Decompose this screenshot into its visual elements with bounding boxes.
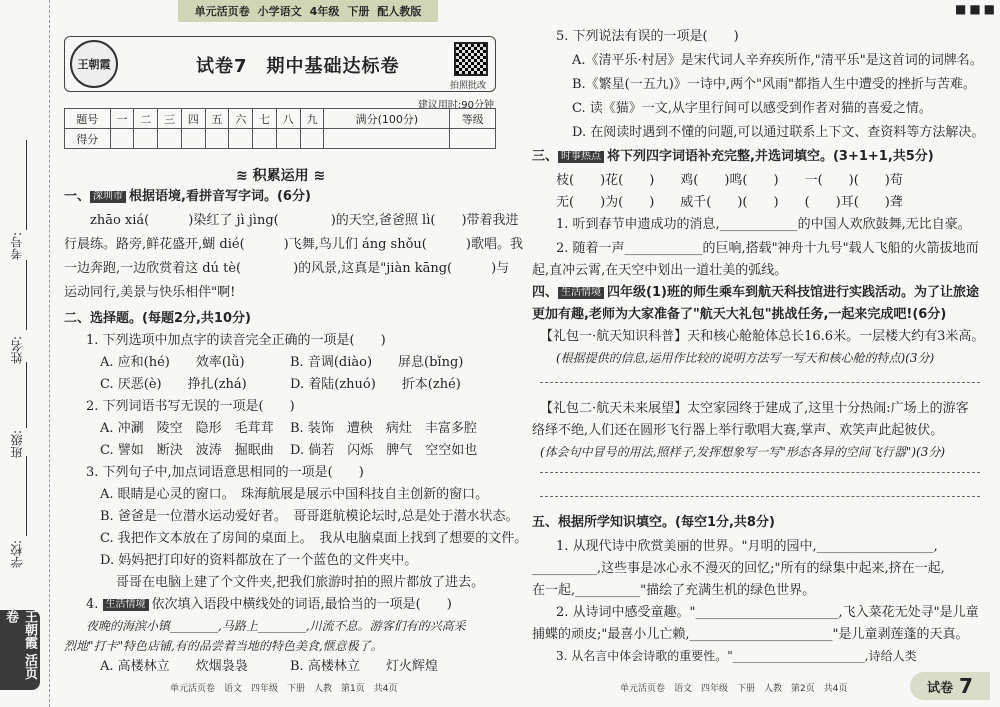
brand-logo: 王朝霞 [70, 40, 118, 88]
q1-tag: 深圳市 [90, 191, 126, 203]
score-header-cell: 五 [205, 109, 229, 129]
score-input-cell[interactable] [181, 129, 205, 149]
badge-number: 7 [959, 674, 973, 698]
binding-line [26, 362, 27, 428]
q2-4-tag: 生活情境 [103, 599, 149, 611]
q3-2-cont: 起,直冲云霄,在天空中划出一道壮美的弧线。 [532, 263, 788, 278]
q2-1-option-d[interactable]: D. 着陆(zhuó) 折本(zhé) [290, 377, 461, 392]
q2-1-option-a[interactable]: A. 应和(hé) 效率(lǜ) [100, 355, 245, 370]
score-header-cell: 二 [134, 109, 158, 129]
header-edition: 配人教版 [377, 5, 422, 18]
q2-3-option-c[interactable]: C. 我把作文本放在了房间的桌面上。 我从电脑桌面上找到了想要的文件。 [100, 531, 528, 546]
q4-heading [532, 286, 979, 299]
q2-3-stem: 3. 下列句子中,加点词语意思相同的一项是( ) [86, 465, 364, 480]
page-badge [910, 672, 990, 700]
score-row-label: 得分 [65, 129, 111, 149]
score-input-cell[interactable] [450, 129, 496, 149]
q2-2-option-c[interactable]: C. 譬如 断決 波涛 掘眠曲 [100, 443, 274, 458]
score-header-cell: 九 [300, 109, 324, 129]
binding-id-label: 考号: [10, 232, 24, 261]
score-input-cell[interactable] [229, 129, 253, 149]
score-input-cell[interactable] [110, 129, 134, 149]
q1-heading [64, 190, 311, 203]
q2-4-passage: 烈地"打卡"特色店铺,有的品尝着当地的特色美食,惬意极了。 [64, 639, 383, 653]
exam-title: 试卷7 期中基础达标卷 [196, 56, 400, 77]
q2-3-option-d-2: 哥哥在电脑上建了个文件夹,把我们旅游时拍的照片都放了进去。 [116, 575, 485, 590]
q3-number: 三、 [532, 149, 559, 164]
q4-gift2-cont: 络绎不绝,人们还在圆形飞行器上举行歌唱大赛,掌声、欢笑声此起彼伏。 [532, 423, 944, 438]
q1-line[interactable]: zhāo xiá( )染红了 jì jìng( )的天空,爸爸照 lì( )带着我进 [90, 213, 519, 228]
q2-4-text: 依次填入语段中横线处的词语,最恰当的一项是( ) [151, 597, 452, 612]
q4-gift1: 【礼包一·航天知识科普】天和核心舱舱体总长16.6米。一层楼大约有3米高。 [540, 329, 985, 344]
q4-title: 四年级(1)班的师生乘车到航天科技馆进行实践活动。为了让旅途 [607, 285, 979, 300]
score-input-cell[interactable] [158, 129, 182, 149]
q5-2-cont[interactable]: 捕蝶的顽皮;"最喜小儿亡赖,______________________"是儿童剥莲蓬的天真。 [532, 627, 969, 642]
score-table [64, 108, 496, 149]
q3-heading [532, 150, 934, 163]
binding-strip [0, 0, 50, 707]
q2-4-number: 4. [86, 597, 99, 612]
answer-line[interactable] [540, 496, 980, 497]
binding-name-label: 姓名: [10, 336, 24, 365]
q3-tag: 时事热点 [558, 151, 604, 163]
q2-4-stem [86, 598, 452, 611]
score-input-cell[interactable] [324, 129, 450, 149]
q2-5-option-c[interactable]: C. 读《猫》一文,从字里行间可以感受到作者对猫的喜爱之情。 [572, 101, 932, 116]
q2-1-stem: 1. 下列选项中加点字的读音完全正确的一项是( ) [86, 333, 386, 348]
score-value-row [65, 129, 496, 149]
q4-gift1-requirement: (根据提供的信息,运用作比较的说明方法写一写天和核心舱的特点)(3分) [556, 351, 935, 365]
q2-2-option-d[interactable]: D. 倘若 闪烁 脾气 空空如也 [290, 443, 478, 458]
q2-4-option-b[interactable]: B. 高楼林立 灯火辉煌 [290, 659, 438, 674]
q5-1-cont[interactable]: __________,这些事是冰心永不漫灭的回忆;"所有的绿集中起来,挤在一起, [532, 561, 945, 576]
q4-number: 四、 [532, 285, 559, 300]
left-footer: 单元活页卷 语文 四年级 下册 人教 第1页 共4页 [170, 684, 398, 694]
q4-gift2: 【礼包二·航天未来展望】太空家园终于建成了,这里十分热闹:广场上的游客 [540, 401, 969, 416]
q3-title: 将下列四字词语补充完整,并选词填空。(3+1+1,共5分) [607, 149, 934, 164]
score-input-cell[interactable] [134, 129, 158, 149]
q2-5-option-a[interactable]: A.《清平乐·村居》是宋代词人辛弃疾所作,"清平乐"是这首词的词牌名。 [572, 53, 983, 68]
binding-brand: 王朝霞 活页卷 [0, 610, 40, 690]
score-input-cell[interactable] [253, 129, 277, 149]
q2-title: 二、选择题。(每题2分,共10分) [64, 311, 251, 326]
q4-gift2-requirement: (体会句中冒号的用法,照样子,发挥想象写一写"形态各异的空间飞行器")(3分) [540, 445, 946, 459]
binding-school-label: 学校: [10, 540, 24, 569]
q1-line[interactable]: 一边奔跑,一边欣赏着这 dú tè( )的风景,这真是"jiàn kāng( )与 [64, 261, 510, 276]
right-footer: 单元活页卷 语文 四年级 下册 人教 第2页 共4页 [620, 684, 848, 694]
q2-4-passage: 夜晚的海滨小镇________,马路上________,川流不息。游客们有的兴高采 [86, 619, 466, 633]
answer-line[interactable] [540, 472, 980, 473]
q2-3-option-a[interactable]: A. 眼睛是心灵的窗口。 珠海航展是展示中国科技自主创新的窗口。 [100, 487, 489, 502]
score-header-row [65, 109, 496, 129]
score-header-cell: 七 [253, 109, 277, 129]
score-input-cell[interactable] [276, 129, 300, 149]
q4-title-cont: 更加有趣,老师为大家准备了"航天大礼包"挑战任务,一起来完成吧!(6分) [532, 307, 947, 322]
q2-1-option-b[interactable]: B. 音调(diào) 屏息(bǐng) [290, 355, 464, 370]
header-series: 单元活页卷 [194, 5, 250, 18]
binding-class-label: 班级: [10, 430, 24, 459]
q2-1-option-c[interactable]: C. 厌恶(è) 挣扎(zhá) [100, 377, 247, 392]
q3-1[interactable]: 1. 听到春节申遗成功的消息,____________的中国人欢欣鼓舞,无比自豪。 [556, 217, 971, 232]
q2-2-option-b[interactable]: B. 装饰 遭秧 病灶 丰富多腔 [290, 421, 477, 436]
time-note: 建议用时:90分钟 [417, 100, 494, 111]
q2-5-option-d[interactable]: D. 在阅读时遇到不懂的问题,可以通过联系上下文、查资料等方法解决。 [572, 125, 985, 140]
q3-2[interactable]: 2. 随着一声____________的巨响,搭载"神舟十九号"载人飞船的火箭拔地而 [556, 241, 979, 256]
score-header-cell: 等级 [450, 109, 496, 129]
q2-2-option-a[interactable]: A. 冲涮 陵空 隐形 毛茸茸 [100, 421, 274, 436]
score-header-cell: 题号 [65, 109, 111, 129]
section-title: ≋ 积累运用 ≋ [236, 168, 326, 184]
score-input-cell[interactable] [205, 129, 229, 149]
q3-words-row[interactable]: 无( )为( ) 威千( )( ) ( )耳( )聋 [556, 195, 903, 210]
q4-tag: 生活情境 [558, 287, 604, 299]
corner-dots: ■■■ [955, 2, 999, 16]
header-band [178, 0, 438, 22]
score-header-cell: 八 [276, 109, 300, 129]
q1-line: 运动同行,美景与快乐相伴"啊! [64, 285, 236, 300]
q2-5-stem: 5. 下列说法有误的一项是( ) [556, 29, 739, 44]
q3-words-row[interactable]: 枝( )花( ) 鸡( )鸣( ) 一( )( )苟 [556, 173, 903, 188]
score-header-cell: 满分(100分) [324, 109, 450, 129]
q1-title: 根据语境,看拼音写字词。(6分) [129, 189, 311, 204]
q2-3-option-b[interactable]: B. 爸爸是一位潜水运动爱好者。 哥哥逛航模论坛时,总是处于潜水状态。 [100, 509, 519, 524]
q5-2[interactable]: 2. 从诗词中感受童趣。"______________________,飞入菜花无处寻"是儿童 [556, 605, 979, 620]
q2-3-option-d[interactable]: D. 妈妈把打印好的资料都放在了一个蓝色的文件夹中。 [100, 553, 418, 568]
q1-number: 一、 [64, 189, 91, 204]
score-header-cell: 三 [158, 109, 182, 129]
q1-line[interactable]: 行晨练。路旁,鲜花盛开,蝴 dié( )飞舞,鸟儿们 áng shǒu( )歌唱。我 [64, 237, 523, 252]
binding-line [26, 140, 27, 230]
qr-label: 拍照批改 [450, 81, 487, 91]
q5-title: 五、根据所学知识填空。(每空1分,共8分) [532, 515, 775, 530]
score-input-cell[interactable] [300, 129, 324, 149]
q2-2-stem: 2. 下列词语书写无误的一项是( ) [86, 399, 295, 414]
q5-1-cont[interactable]: 在一起,__________"描绘了充满生机的绿色世界。 [532, 583, 816, 598]
header-grade: 4年级 [309, 5, 340, 18]
binding-line [26, 456, 27, 536]
q5-3[interactable]: 3. 从名言中体会诗歌的重要性。"______________________,诗给人类 [556, 649, 917, 663]
q2-5-option-b[interactable]: B.《繁星(一五九)》一诗中,两个"风雨"都指人生中遭受的挫折与苦难。 [572, 77, 976, 92]
q2-4-option-a[interactable]: A. 高楼林立 炊烟袅袅 [100, 659, 248, 674]
qr-code-icon[interactable] [454, 42, 488, 76]
binding-line [26, 260, 27, 330]
score-header-cell: 六 [229, 109, 253, 129]
answer-line[interactable] [540, 382, 980, 383]
q5-1[interactable]: 1. 从现代诗中欣赏美丽的世界。"月明的园中,__________________, [556, 539, 938, 554]
badge-label: 试卷 [927, 680, 954, 696]
score-header-cell: 四 [181, 109, 205, 129]
header-subject: 小学语文 [257, 5, 302, 18]
header-volume: 下册 [347, 5, 370, 18]
score-header-cell: 一 [110, 109, 134, 129]
